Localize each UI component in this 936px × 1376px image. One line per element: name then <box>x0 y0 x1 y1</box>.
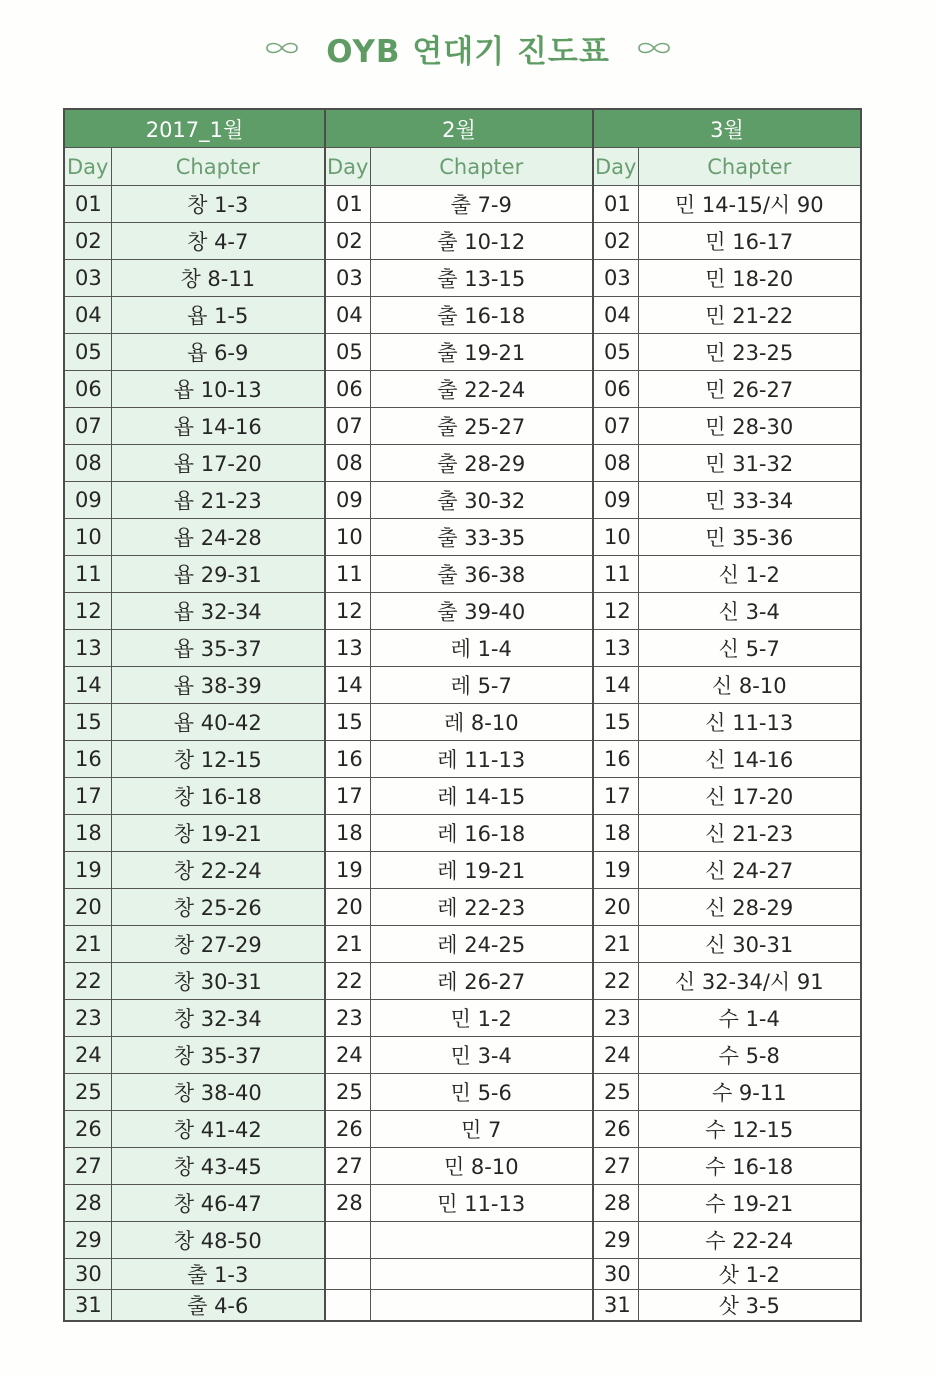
day-cell: 31 <box>64 1290 111 1322</box>
day-cell: 11 <box>325 556 370 593</box>
infinity-flourish-icon <box>636 40 672 56</box>
table-row <box>64 741 861 778</box>
chapter-cell: 수 1-4 <box>638 1000 861 1037</box>
chapter-cell: 레 8-10 <box>370 704 593 741</box>
chapter-cell: 욥 32-34 <box>111 593 325 630</box>
chapter-cell: 창 16-18 <box>111 778 325 815</box>
day-cell: 01 <box>593 186 638 223</box>
day-cell: 25 <box>325 1074 370 1111</box>
chapter-cell: 수 22-24 <box>638 1222 861 1259</box>
table-row <box>64 408 861 445</box>
chapter-cell: 민 31-32 <box>638 445 861 482</box>
chapter-cell: 민 23-25 <box>638 334 861 371</box>
day-cell <box>325 1259 370 1290</box>
day-cell: 10 <box>593 519 638 556</box>
chapter-cell: 레 5-7 <box>370 667 593 704</box>
day-cell: 09 <box>64 482 111 519</box>
chapter-cell: 욥 35-37 <box>111 630 325 667</box>
chapter-cell: 레 22-23 <box>370 889 593 926</box>
day-cell: 21 <box>593 926 638 963</box>
day-cell: 03 <box>325 260 370 297</box>
day-cell: 29 <box>593 1222 638 1259</box>
month-header-march: 3월 <box>593 109 861 148</box>
day-cell: 27 <box>593 1148 638 1185</box>
chapter-cell: 레 19-21 <box>370 852 593 889</box>
chapter-cell: 출 22-24 <box>370 371 593 408</box>
chapter-cell: 삿 1-2 <box>638 1259 861 1290</box>
chapter-cell: 출 13-15 <box>370 260 593 297</box>
day-cell: 05 <box>325 334 370 371</box>
day-cell <box>325 1290 370 1322</box>
chapter-cell: 창 43-45 <box>111 1148 325 1185</box>
chapter-cell: 민 16-17 <box>638 223 861 260</box>
day-cell: 27 <box>325 1148 370 1185</box>
day-cell: 13 <box>593 630 638 667</box>
table-row <box>64 1148 861 1185</box>
table-row <box>64 223 861 260</box>
day-cell: 16 <box>593 741 638 778</box>
table-row <box>64 667 861 704</box>
day-cell: 11 <box>593 556 638 593</box>
day-cell: 04 <box>64 297 111 334</box>
day-cell: 17 <box>325 778 370 815</box>
table-row <box>64 482 861 519</box>
chapter-cell: 출 19-21 <box>370 334 593 371</box>
chapter-cell: 신 3-4 <box>638 593 861 630</box>
day-cell: 18 <box>64 815 111 852</box>
chapter-cell: 민 33-34 <box>638 482 861 519</box>
chapter-cell: 민 21-22 <box>638 297 861 334</box>
chapter-cell: 레 14-15 <box>370 778 593 815</box>
chapter-cell: 수 5-8 <box>638 1037 861 1074</box>
day-cell: 18 <box>325 815 370 852</box>
chapter-cell: 욥 6-9 <box>111 334 325 371</box>
table-row <box>64 815 861 852</box>
chapter-cell: 수 12-15 <box>638 1111 861 1148</box>
day-cell: 23 <box>593 1000 638 1037</box>
day-cell: 07 <box>593 408 638 445</box>
chapter-cell: 욥 10-13 <box>111 371 325 408</box>
day-cell: 05 <box>64 334 111 371</box>
chapter-cell: 욥 29-31 <box>111 556 325 593</box>
day-cell: 25 <box>64 1074 111 1111</box>
chapter-cell: 민 26-27 <box>638 371 861 408</box>
chapter-cell: 욥 38-39 <box>111 667 325 704</box>
chapter-cell: 출 39-40 <box>370 593 593 630</box>
day-cell: 30 <box>64 1259 111 1290</box>
table-row <box>64 1222 861 1259</box>
table-row <box>64 1290 861 1322</box>
table-row <box>64 889 861 926</box>
chapter-cell: 창 8-11 <box>111 260 325 297</box>
chapter-cell: 창 22-24 <box>111 852 325 889</box>
chapter-cell: 창 46-47 <box>111 1185 325 1222</box>
page-title: OYB 연대기 진도표 <box>326 33 610 70</box>
table-row <box>64 297 861 334</box>
chapter-cell: 레 16-18 <box>370 815 593 852</box>
day-cell: 26 <box>593 1111 638 1148</box>
day-cell: 06 <box>593 371 638 408</box>
chapter-cell: 창 32-34 <box>111 1000 325 1037</box>
table-row <box>64 445 861 482</box>
day-cell: 21 <box>325 926 370 963</box>
day-cell: 19 <box>593 852 638 889</box>
day-cell: 03 <box>64 260 111 297</box>
day-cell <box>325 1222 370 1259</box>
day-cell: 09 <box>325 482 370 519</box>
day-cell: 23 <box>64 1000 111 1037</box>
chapter-cell: 삿 3-5 <box>638 1290 861 1322</box>
table-row <box>64 778 861 815</box>
chapter-column-header: Chapter <box>111 148 325 186</box>
chapter-cell: 민 35-36 <box>638 519 861 556</box>
table-row <box>64 852 861 889</box>
chapter-cell: 창 38-40 <box>111 1074 325 1111</box>
day-cell: 04 <box>593 297 638 334</box>
day-cell: 03 <box>593 260 638 297</box>
chapter-cell: 창 12-15 <box>111 741 325 778</box>
month-header-february: 2월 <box>325 109 593 148</box>
day-cell: 20 <box>325 889 370 926</box>
day-cell: 27 <box>64 1148 111 1185</box>
chapter-cell <box>370 1259 593 1290</box>
day-cell: 19 <box>64 852 111 889</box>
chapter-cell: 레 11-13 <box>370 741 593 778</box>
day-cell: 08 <box>593 445 638 482</box>
table-row <box>64 1074 861 1111</box>
chapter-cell: 창 48-50 <box>111 1222 325 1259</box>
month-header-january: 2017_1월 <box>64 109 325 148</box>
day-cell: 02 <box>593 223 638 260</box>
chapter-cell: 신 8-10 <box>638 667 861 704</box>
chapter-cell <box>370 1222 593 1259</box>
chapter-cell: 민 1-2 <box>370 1000 593 1037</box>
chapter-cell: 출 4-6 <box>111 1290 325 1322</box>
table-row <box>64 334 861 371</box>
chapter-cell: 신 32-34/시 91 <box>638 963 861 1000</box>
chapter-cell: 욥 17-20 <box>111 445 325 482</box>
day-cell: 07 <box>64 408 111 445</box>
chapter-cell: 레 26-27 <box>370 963 593 1000</box>
chapter-cell: 욥 40-42 <box>111 704 325 741</box>
day-cell: 31 <box>593 1290 638 1322</box>
table-row <box>64 556 861 593</box>
table-row <box>64 963 861 1000</box>
chapter-cell: 욥 14-16 <box>111 408 325 445</box>
chapter-cell: 창 41-42 <box>111 1111 325 1148</box>
day-cell: 22 <box>593 963 638 1000</box>
day-cell: 10 <box>325 519 370 556</box>
table-row <box>64 1111 861 1148</box>
table-row <box>64 519 861 556</box>
table-row <box>64 260 861 297</box>
day-cell: 09 <box>593 482 638 519</box>
chapter-cell: 신 21-23 <box>638 815 861 852</box>
day-cell: 29 <box>64 1222 111 1259</box>
day-cell: 17 <box>64 778 111 815</box>
chapter-cell: 수 9-11 <box>638 1074 861 1111</box>
chapter-cell: 창 35-37 <box>111 1037 325 1074</box>
day-cell: 14 <box>64 667 111 704</box>
day-cell: 19 <box>325 852 370 889</box>
chapter-cell: 신 5-7 <box>638 630 861 667</box>
day-cell: 26 <box>325 1111 370 1148</box>
chapter-cell: 민 18-20 <box>638 260 861 297</box>
day-cell: 02 <box>325 223 370 260</box>
chapter-cell: 민 3-4 <box>370 1037 593 1074</box>
chapter-cell: 신 17-20 <box>638 778 861 815</box>
day-cell: 11 <box>64 556 111 593</box>
chapter-cell: 민 5-6 <box>370 1074 593 1111</box>
day-cell: 14 <box>593 667 638 704</box>
table-row <box>64 371 861 408</box>
chapter-cell: 출 16-18 <box>370 297 593 334</box>
chapter-column-header: Chapter <box>370 148 593 186</box>
chapter-cell: 출 7-9 <box>370 186 593 223</box>
day-cell: 22 <box>64 963 111 1000</box>
chapter-cell: 창 4-7 <box>111 223 325 260</box>
day-column-header: Day <box>325 148 370 186</box>
chapter-cell: 신 24-27 <box>638 852 861 889</box>
day-cell: 04 <box>325 297 370 334</box>
table-row <box>64 630 861 667</box>
chapter-cell: 출 28-29 <box>370 445 593 482</box>
chapter-cell: 욥 1-5 <box>111 297 325 334</box>
chapter-cell: 신 28-29 <box>638 889 861 926</box>
chapter-cell: 출 1-3 <box>111 1259 325 1290</box>
chapter-cell: 민 14-15/시 90 <box>638 186 861 223</box>
day-cell: 15 <box>64 704 111 741</box>
chapter-cell: 창 30-31 <box>111 963 325 1000</box>
chapter-cell: 신 30-31 <box>638 926 861 963</box>
day-cell: 15 <box>593 704 638 741</box>
day-column-header: Day <box>593 148 638 186</box>
day-cell: 14 <box>325 667 370 704</box>
chapter-cell: 창 27-29 <box>111 926 325 963</box>
day-cell: 30 <box>593 1259 638 1290</box>
day-cell: 02 <box>64 223 111 260</box>
chapter-cell: 민 8-10 <box>370 1148 593 1185</box>
day-cell: 15 <box>325 704 370 741</box>
day-cell: 06 <box>325 371 370 408</box>
chapter-cell: 창 25-26 <box>111 889 325 926</box>
day-cell: 24 <box>593 1037 638 1074</box>
table-row <box>64 1000 861 1037</box>
chapter-cell: 레 24-25 <box>370 926 593 963</box>
day-cell: 24 <box>64 1037 111 1074</box>
day-cell: 13 <box>325 630 370 667</box>
table-row <box>64 926 861 963</box>
day-cell: 01 <box>325 186 370 223</box>
day-cell: 20 <box>64 889 111 926</box>
day-cell: 08 <box>64 445 111 482</box>
day-cell: 08 <box>325 445 370 482</box>
infinity-flourish-icon <box>264 40 300 56</box>
column-header-row <box>64 148 861 186</box>
day-cell: 23 <box>325 1000 370 1037</box>
chapter-cell: 출 30-32 <box>370 482 593 519</box>
chapter-cell: 출 36-38 <box>370 556 593 593</box>
day-cell: 24 <box>325 1037 370 1074</box>
chapter-cell: 창 19-21 <box>111 815 325 852</box>
day-cell: 25 <box>593 1074 638 1111</box>
table-row <box>64 1185 861 1222</box>
chapter-cell: 수 16-18 <box>638 1148 861 1185</box>
day-cell: 05 <box>593 334 638 371</box>
chapter-cell: 레 1-4 <box>370 630 593 667</box>
day-cell: 28 <box>593 1185 638 1222</box>
chapter-cell: 출 33-35 <box>370 519 593 556</box>
chapter-cell: 신 1-2 <box>638 556 861 593</box>
chapter-cell: 신 14-16 <box>638 741 861 778</box>
chapter-cell: 욥 21-23 <box>111 482 325 519</box>
chapter-cell: 출 10-12 <box>370 223 593 260</box>
day-cell: 07 <box>325 408 370 445</box>
day-cell: 28 <box>64 1185 111 1222</box>
day-cell: 20 <box>593 889 638 926</box>
day-cell: 12 <box>325 593 370 630</box>
chapter-cell <box>370 1290 593 1322</box>
day-cell: 10 <box>64 519 111 556</box>
chapter-cell: 욥 24-28 <box>111 519 325 556</box>
chapter-cell: 민 11-13 <box>370 1185 593 1222</box>
chapter-cell: 창 1-3 <box>111 186 325 223</box>
table-row <box>64 186 861 223</box>
day-cell: 12 <box>64 593 111 630</box>
table-row <box>64 1259 861 1290</box>
day-cell: 13 <box>64 630 111 667</box>
day-cell: 16 <box>325 741 370 778</box>
title-row <box>0 22 936 74</box>
day-cell: 22 <box>325 963 370 1000</box>
chapter-cell: 출 25-27 <box>370 408 593 445</box>
chapter-cell: 민 28-30 <box>638 408 861 445</box>
month-header-row <box>64 109 861 148</box>
chapter-column-header: Chapter <box>638 148 861 186</box>
table-row <box>64 704 861 741</box>
day-cell: 28 <box>325 1185 370 1222</box>
day-cell: 12 <box>593 593 638 630</box>
table-row <box>64 1037 861 1074</box>
table-row <box>64 593 861 630</box>
chapter-cell: 민 7 <box>370 1111 593 1148</box>
day-cell: 17 <box>593 778 638 815</box>
day-cell: 21 <box>64 926 111 963</box>
day-column-header: Day <box>64 148 111 186</box>
day-cell: 16 <box>64 741 111 778</box>
chapter-cell: 수 19-21 <box>638 1185 861 1222</box>
day-cell: 18 <box>593 815 638 852</box>
day-cell: 01 <box>64 186 111 223</box>
day-cell: 26 <box>64 1111 111 1148</box>
reading-schedule-table <box>63 108 862 1322</box>
chapter-cell: 신 11-13 <box>638 704 861 741</box>
day-cell: 06 <box>64 371 111 408</box>
